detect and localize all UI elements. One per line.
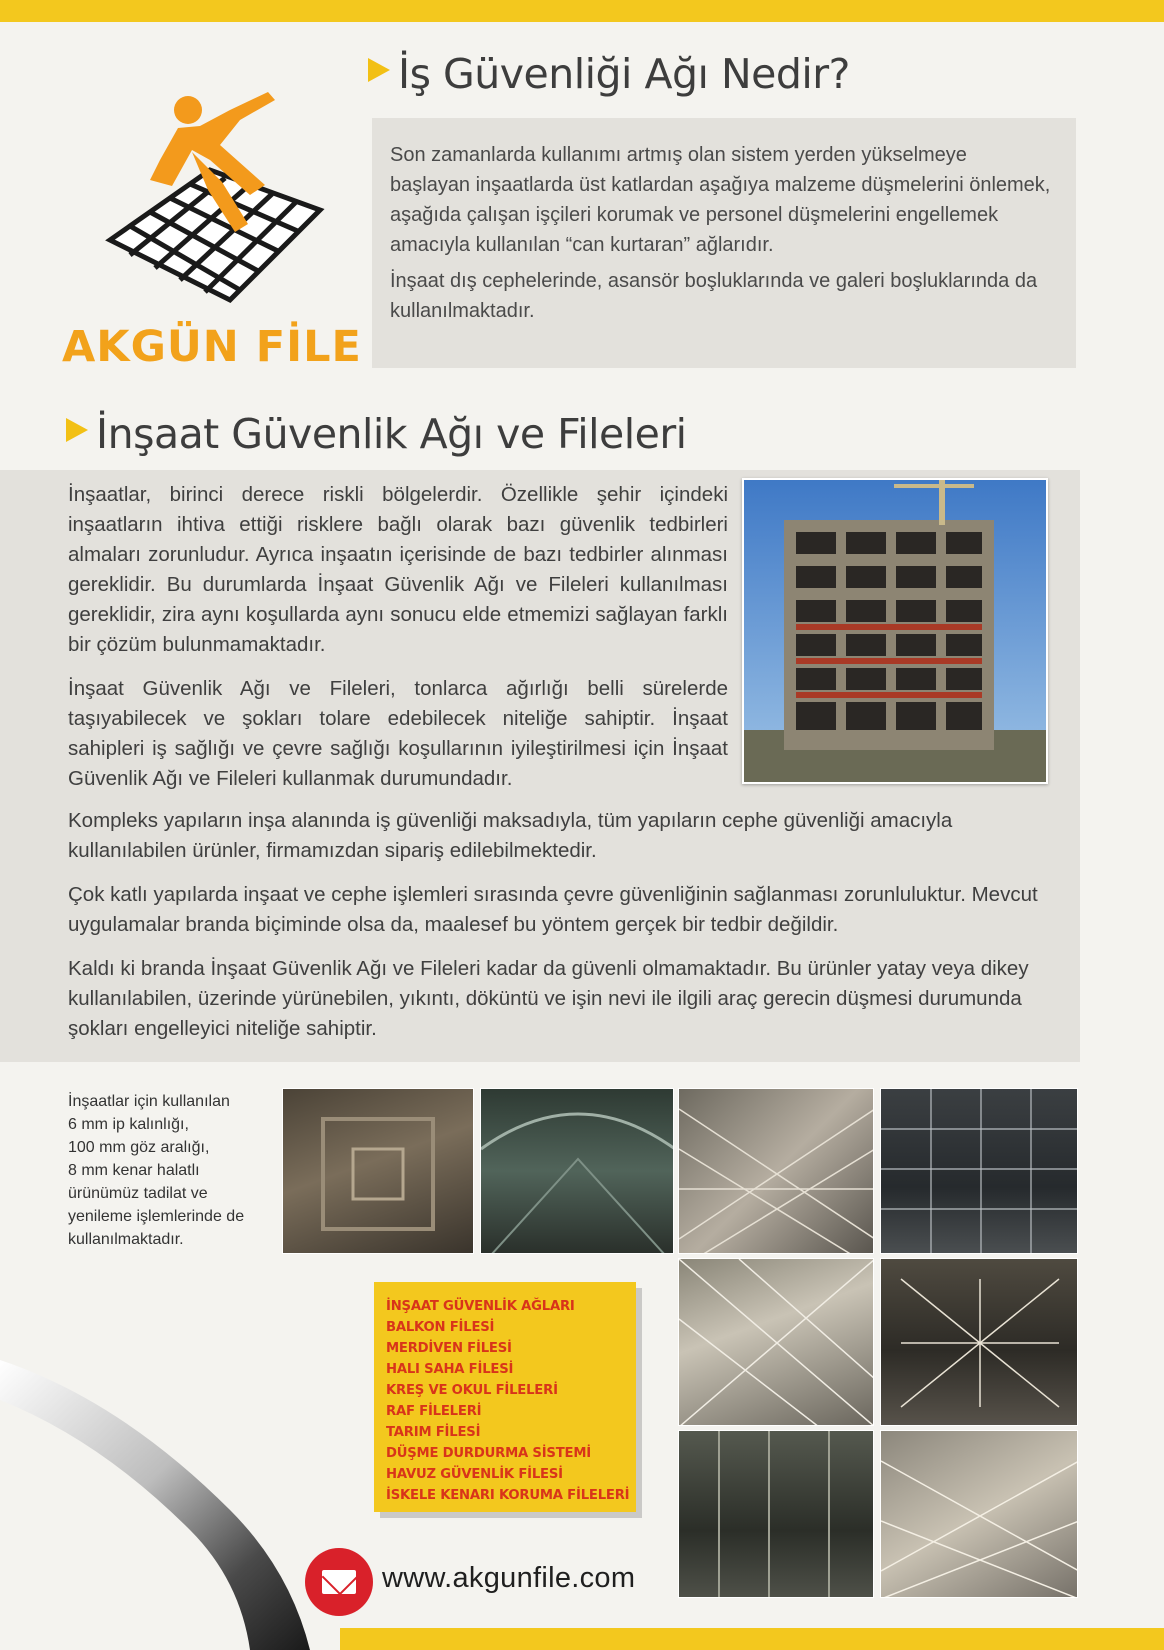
- mail-button[interactable]: [305, 1548, 373, 1616]
- building-construction-photo: [742, 478, 1048, 784]
- list-item: İSKELE KENARI KORUMA FİLELERİ: [386, 1488, 630, 1503]
- wide-text-block: [68, 806, 1058, 1044]
- list-item: BALKON FİLESİ: [386, 1320, 495, 1335]
- body-paragraph: Çok katlı yapılarda inşaat ve cephe işlemleri sırasında çevre güvenliğinin sağlanması zorunluluktur. Mevcut uygulamalar branda biçiminde olsa da, maalesef bu yöntem gerçek bir tedbir değildir.: [68, 883, 1038, 936]
- intro-paragraph: Son zamanlarda kullanımı artmış olan sistem yerden yükselmeye başlayan inşaatlarda üst katlardan aşağıya malzeme düşmelerini önlemek, aşağıda çalışan işçileri korumak ve personel düşmelerini engellemek amacıyla kullanılan “can kurtaran” ağlarıdır.: [390, 144, 1051, 256]
- body-paragraph: Kompleks yapıların inşa alanında iş güvenliği maksadıyla, tüm yapıların cephe güvenliği amacıyla kullanılabilen ürünler, firmamızdan sipariş edilebilmektedir.: [68, 809, 953, 862]
- brand-name: AKGÜN FİLE: [62, 322, 362, 372]
- section-title-text: İş Güvenliği Ağı Nedir?: [398, 50, 850, 98]
- arrow-right-icon: [66, 418, 88, 442]
- list-item: İNŞAAT GÜVENLİK AĞLARI: [386, 1299, 575, 1314]
- caption-line: yenileme işlemlerinde de: [68, 1208, 245, 1225]
- net-photo-atrium: [678, 1430, 874, 1598]
- list-item: KREŞ VE OKUL FİLELERİ: [386, 1383, 558, 1398]
- section-title-safety-net: [368, 50, 850, 98]
- list-item: HALI SAHA FİLESİ: [386, 1362, 514, 1377]
- caption-line: İnşaatlar için kullanılan: [68, 1093, 230, 1110]
- net-photo-staircase: [678, 1258, 874, 1426]
- net-photo-floor-opening: [880, 1258, 1078, 1426]
- body-paragraph: İnşaatlar, birinci derece riskli bölgelerdir. Özellikle şehir içindeki inşaatların ihtiva ettiği risklere bağlı olarak bazı güvenlik tedbirleri almaları zorunludur. Ayrıca inşaatın içerisinde de bazı tedbirler alınması gereklidir. Bu durumlarda İnşaat Güvenlik Ağı ve Fileleri kullanılması gereklidir, zira aynı koşullarda aynı sonucu elde etmemizi sağlayan farklı bir çözüm bulunmamaktadır.: [68, 483, 728, 656]
- net-photo-gallery-void: [880, 1430, 1078, 1598]
- bottom-color-band: [340, 1628, 1164, 1650]
- top-color-band: [0, 0, 1164, 22]
- main-text-column: [68, 480, 728, 794]
- body-paragraph: Kaldı ki branda İnşaat Güvenlik Ağı ve Fileleri kadar da güvenli olmamaktadır. Bu ürünler yatay veya dikey kullanılabilen, üzerinde yürünebilen, yıkıntı, döküntü ve işin nevi ile ilgili araç gerecin düşmesi durumunda şokları engelleyici niteliğe sahiptir.: [68, 957, 1029, 1040]
- section-title-construction-nets: [66, 410, 687, 458]
- falling-person-net-icon: [100, 90, 330, 320]
- net-photo-tunnel: [480, 1088, 674, 1254]
- intro-text-box: [372, 118, 1076, 368]
- net-photo-stairwell: [282, 1088, 474, 1254]
- caption-line: ürünümüz tadilat ve: [68, 1185, 208, 1202]
- list-item: TARIM FİLESİ: [386, 1425, 481, 1440]
- page-curl-decoration: [0, 1360, 340, 1650]
- website-link[interactable]: www.akgunfile.com: [382, 1562, 636, 1594]
- body-paragraph: İnşaat Güvenlik Ağı ve Fileleri, tonlarca ağırlığı belli sürelerde taşıyabilecek ve şokları tolare edebilecek niteliğe sahiptir. İnşaat sahipleri iş sağlığı ve çevre sağlığı koşullarının iyileştirilmesi için İnşaat Güvenlik Ağı ve Fileleri kullanmak durumundadır.: [68, 677, 728, 790]
- list-item: DÜŞME DURDURMA SİSTEMİ: [386, 1446, 591, 1461]
- intro-paragraph: İnşaat dış cephelerinde, asansör boşluklarında ve galeri boşluklarında da kullanılmaktadır.: [390, 270, 1038, 322]
- list-item: MERDİVEN FİLESİ: [386, 1341, 512, 1356]
- brand-logo: [62, 90, 362, 380]
- section-title-text: İnşaat Güvenlik Ağı ve Fileleri: [96, 410, 687, 458]
- arrow-right-icon: [368, 58, 390, 82]
- mail-icon: [322, 1570, 356, 1594]
- product-spec-caption: [68, 1090, 278, 1251]
- net-photo-pool: [880, 1088, 1078, 1254]
- caption-line: 8 mm kenar halatlı: [68, 1162, 200, 1179]
- caption-line: 100 mm göz aralığı,: [68, 1139, 210, 1156]
- net-photo-shaft: [678, 1088, 874, 1254]
- caption-line: 6 mm ip kalınlığı,: [68, 1116, 189, 1133]
- list-item: RAF FİLELERİ: [386, 1404, 482, 1419]
- list-item: HAVUZ GÜVENLİK FİLESİ: [386, 1467, 563, 1482]
- caption-line: kullanılmaktadır.: [68, 1231, 184, 1248]
- product-list: [374, 1282, 636, 1512]
